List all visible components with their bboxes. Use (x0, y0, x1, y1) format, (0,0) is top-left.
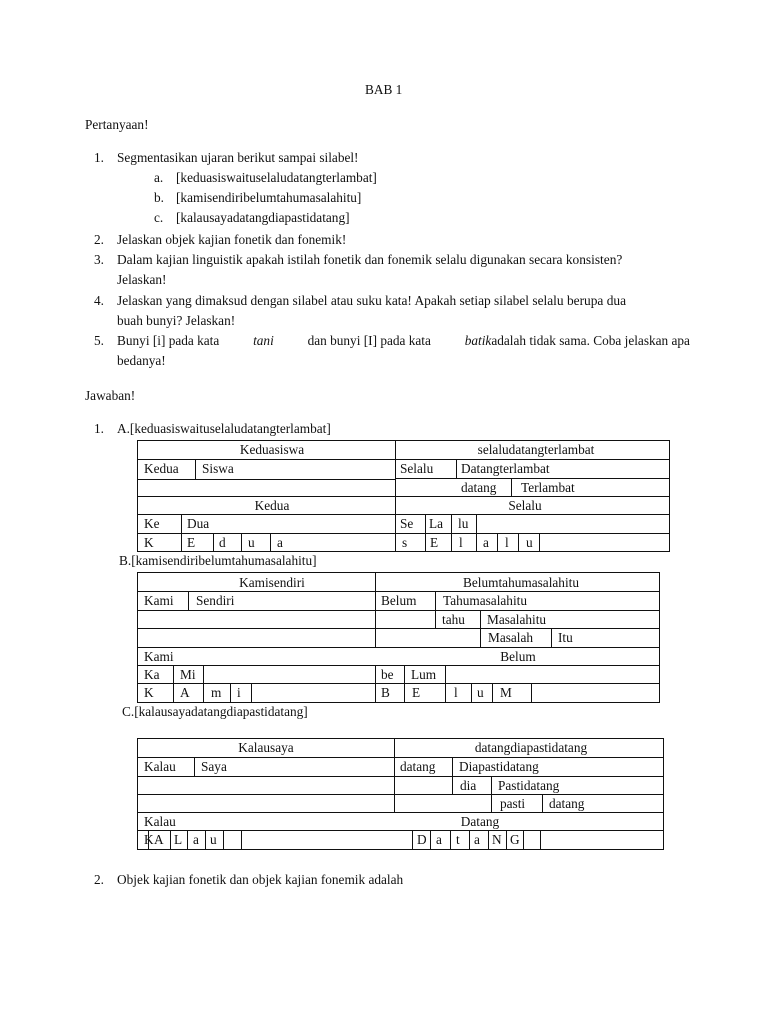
question-5-line2: bedanya! (117, 353, 166, 368)
question-5-number: 5. (94, 333, 104, 348)
question-5-word-tani: tani (253, 333, 274, 348)
cell: Terlambat (521, 480, 575, 495)
cell: Dua (187, 516, 210, 531)
cell: be (381, 667, 394, 682)
cell: Itu (558, 630, 573, 645)
question-3-number: 3. (94, 252, 104, 267)
cell: Keduasiswa (239, 442, 305, 457)
answer-1c-heading: C.[kalausayadatangdiapastidatang] (122, 704, 308, 719)
cell: tahu (442, 612, 465, 627)
cell: Lum (411, 667, 437, 682)
cell: Pastidatang (498, 778, 560, 793)
cell: N (492, 832, 502, 847)
cell: Mi (180, 667, 196, 682)
cell: E (430, 535, 439, 550)
answer-2-text: Objek kajian fonetik dan objek kajian fonemik adalah (117, 872, 404, 887)
answer-1a-heading: A.[keduasiswaituselaludatangterlambat] (117, 421, 331, 436)
cell: Sendiri (196, 593, 235, 608)
cell: l (459, 535, 463, 550)
cell: Kalausaya (238, 740, 294, 755)
question-1a-text: [keduasiswaituselaludatangterlambat] (176, 170, 377, 185)
cell: dia (460, 778, 477, 793)
cell: G (510, 832, 520, 847)
question-3-line2: Jelaskan! (117, 272, 167, 287)
syllable-table-b (137, 572, 660, 703)
cell: Kedua (144, 461, 179, 476)
cell: u (526, 535, 533, 550)
cell: u (210, 832, 217, 847)
question-1c-label: c. (154, 210, 164, 225)
cell: Datangterlambat (461, 461, 550, 476)
answer-1b-heading: B.[kamisendiribelumtahumasalahitu] (119, 553, 317, 568)
cell: Saya (201, 759, 227, 774)
cell: Belum (381, 593, 417, 608)
question-1a-label: a. (154, 170, 164, 185)
cell: Belumtahumasalahitu (463, 575, 579, 590)
cell: Kedua (254, 498, 290, 513)
question-5-part-e: adalah tidak sama. Coba jelaskan apa (491, 333, 690, 348)
cell: La (429, 516, 444, 531)
answers-heading: Jawaban! (85, 388, 136, 403)
cell: datang (461, 480, 497, 495)
cell: Ke (144, 516, 160, 531)
cell: l (454, 685, 458, 700)
cell: d (219, 535, 226, 550)
cell: a (436, 832, 442, 847)
cell: E (187, 535, 196, 550)
cell: Selalu (400, 461, 434, 476)
cell: datang (400, 759, 436, 774)
questions-heading: Pertanyaan! (85, 117, 149, 132)
cell: D (417, 832, 427, 847)
cell: Se (400, 516, 414, 531)
cell: Kalau (144, 814, 176, 829)
question-5-part-c: dan bunyi [I] pada kata (307, 333, 431, 348)
cell: i (237, 685, 241, 700)
question-4-line2: buah bunyi? Jelaskan! (117, 313, 236, 328)
cell: Tahumasalahitu (443, 593, 527, 608)
cell: u (477, 685, 484, 700)
cell: Selalu (508, 498, 542, 513)
cell: Belum (500, 649, 536, 664)
question-5-word-batik-adalah (465, 334, 690, 347)
cell: L (174, 832, 183, 847)
page-title: BAB 1 (365, 82, 403, 97)
cell: B (381, 685, 390, 700)
question-5-part-a: Bunyi [i] pada kata (117, 333, 220, 348)
cell: M (500, 685, 512, 700)
cell: Kami (144, 593, 174, 608)
question-1b-label: b. (154, 190, 164, 205)
cell: K (144, 832, 154, 847)
cell: s (402, 535, 408, 550)
cell: a (193, 832, 199, 847)
cell: A (154, 832, 164, 847)
cell: Kami (144, 649, 174, 664)
cell: l (505, 535, 509, 550)
question-1c-text: [kalausayadatangdiapastidatang] (176, 210, 350, 225)
cell: Masalah (488, 630, 534, 645)
cell: Diapastidatang (459, 759, 539, 774)
answer-2-number: 2. (94, 872, 104, 887)
question-4-line1: Jelaskan yang dimaksud dengan silabel atau suku kata! Apakah setiap silabel selalu berupa dua (117, 293, 627, 308)
question-3-line1: Dalam kajian linguistik apakah istilah fonetik dan fonemik selalu digunakan secara konsisten? (117, 252, 623, 267)
question-1-text: Segmentasikan ujaran berikut sampai silabel! (117, 150, 359, 165)
cell: a (483, 535, 489, 550)
cell: Kamisendiri (239, 575, 305, 590)
cell: u (248, 535, 255, 550)
cell: datang (549, 796, 585, 811)
cell: Kalau (144, 759, 176, 774)
cell: E (412, 685, 421, 700)
cell: a (277, 535, 283, 550)
cell: Ka (144, 667, 160, 682)
cell: K (144, 535, 154, 550)
cell: datangdiapastidatang (474, 740, 588, 755)
cell: m (211, 685, 222, 700)
question-4-number: 4. (94, 293, 104, 308)
cell: t (456, 832, 460, 847)
cell: lu (458, 516, 469, 531)
cell: a (474, 832, 480, 847)
syllable-table-a (137, 440, 670, 552)
syllable-table-c (137, 738, 664, 850)
cell: Datang (460, 814, 500, 829)
question-2-number: 2. (94, 232, 104, 247)
question-1b-text: [kamisendiribelumtahumasalahitu] (176, 190, 362, 205)
cell: Siswa (202, 461, 234, 476)
answer-1-number: 1. (94, 421, 104, 436)
cell: A (180, 685, 190, 700)
question-1-number: 1. (94, 150, 104, 165)
cell: pasti (500, 796, 526, 811)
cell: selaludatangterlambat (477, 442, 595, 457)
cell: K (144, 685, 154, 700)
question-2-text: Jelaskan objek kajian fonetik dan fonemik! (117, 232, 347, 247)
question-5-word-batik: batik (464, 333, 492, 348)
question-5-line1 (117, 334, 690, 347)
cell: Masalahitu (487, 612, 547, 627)
